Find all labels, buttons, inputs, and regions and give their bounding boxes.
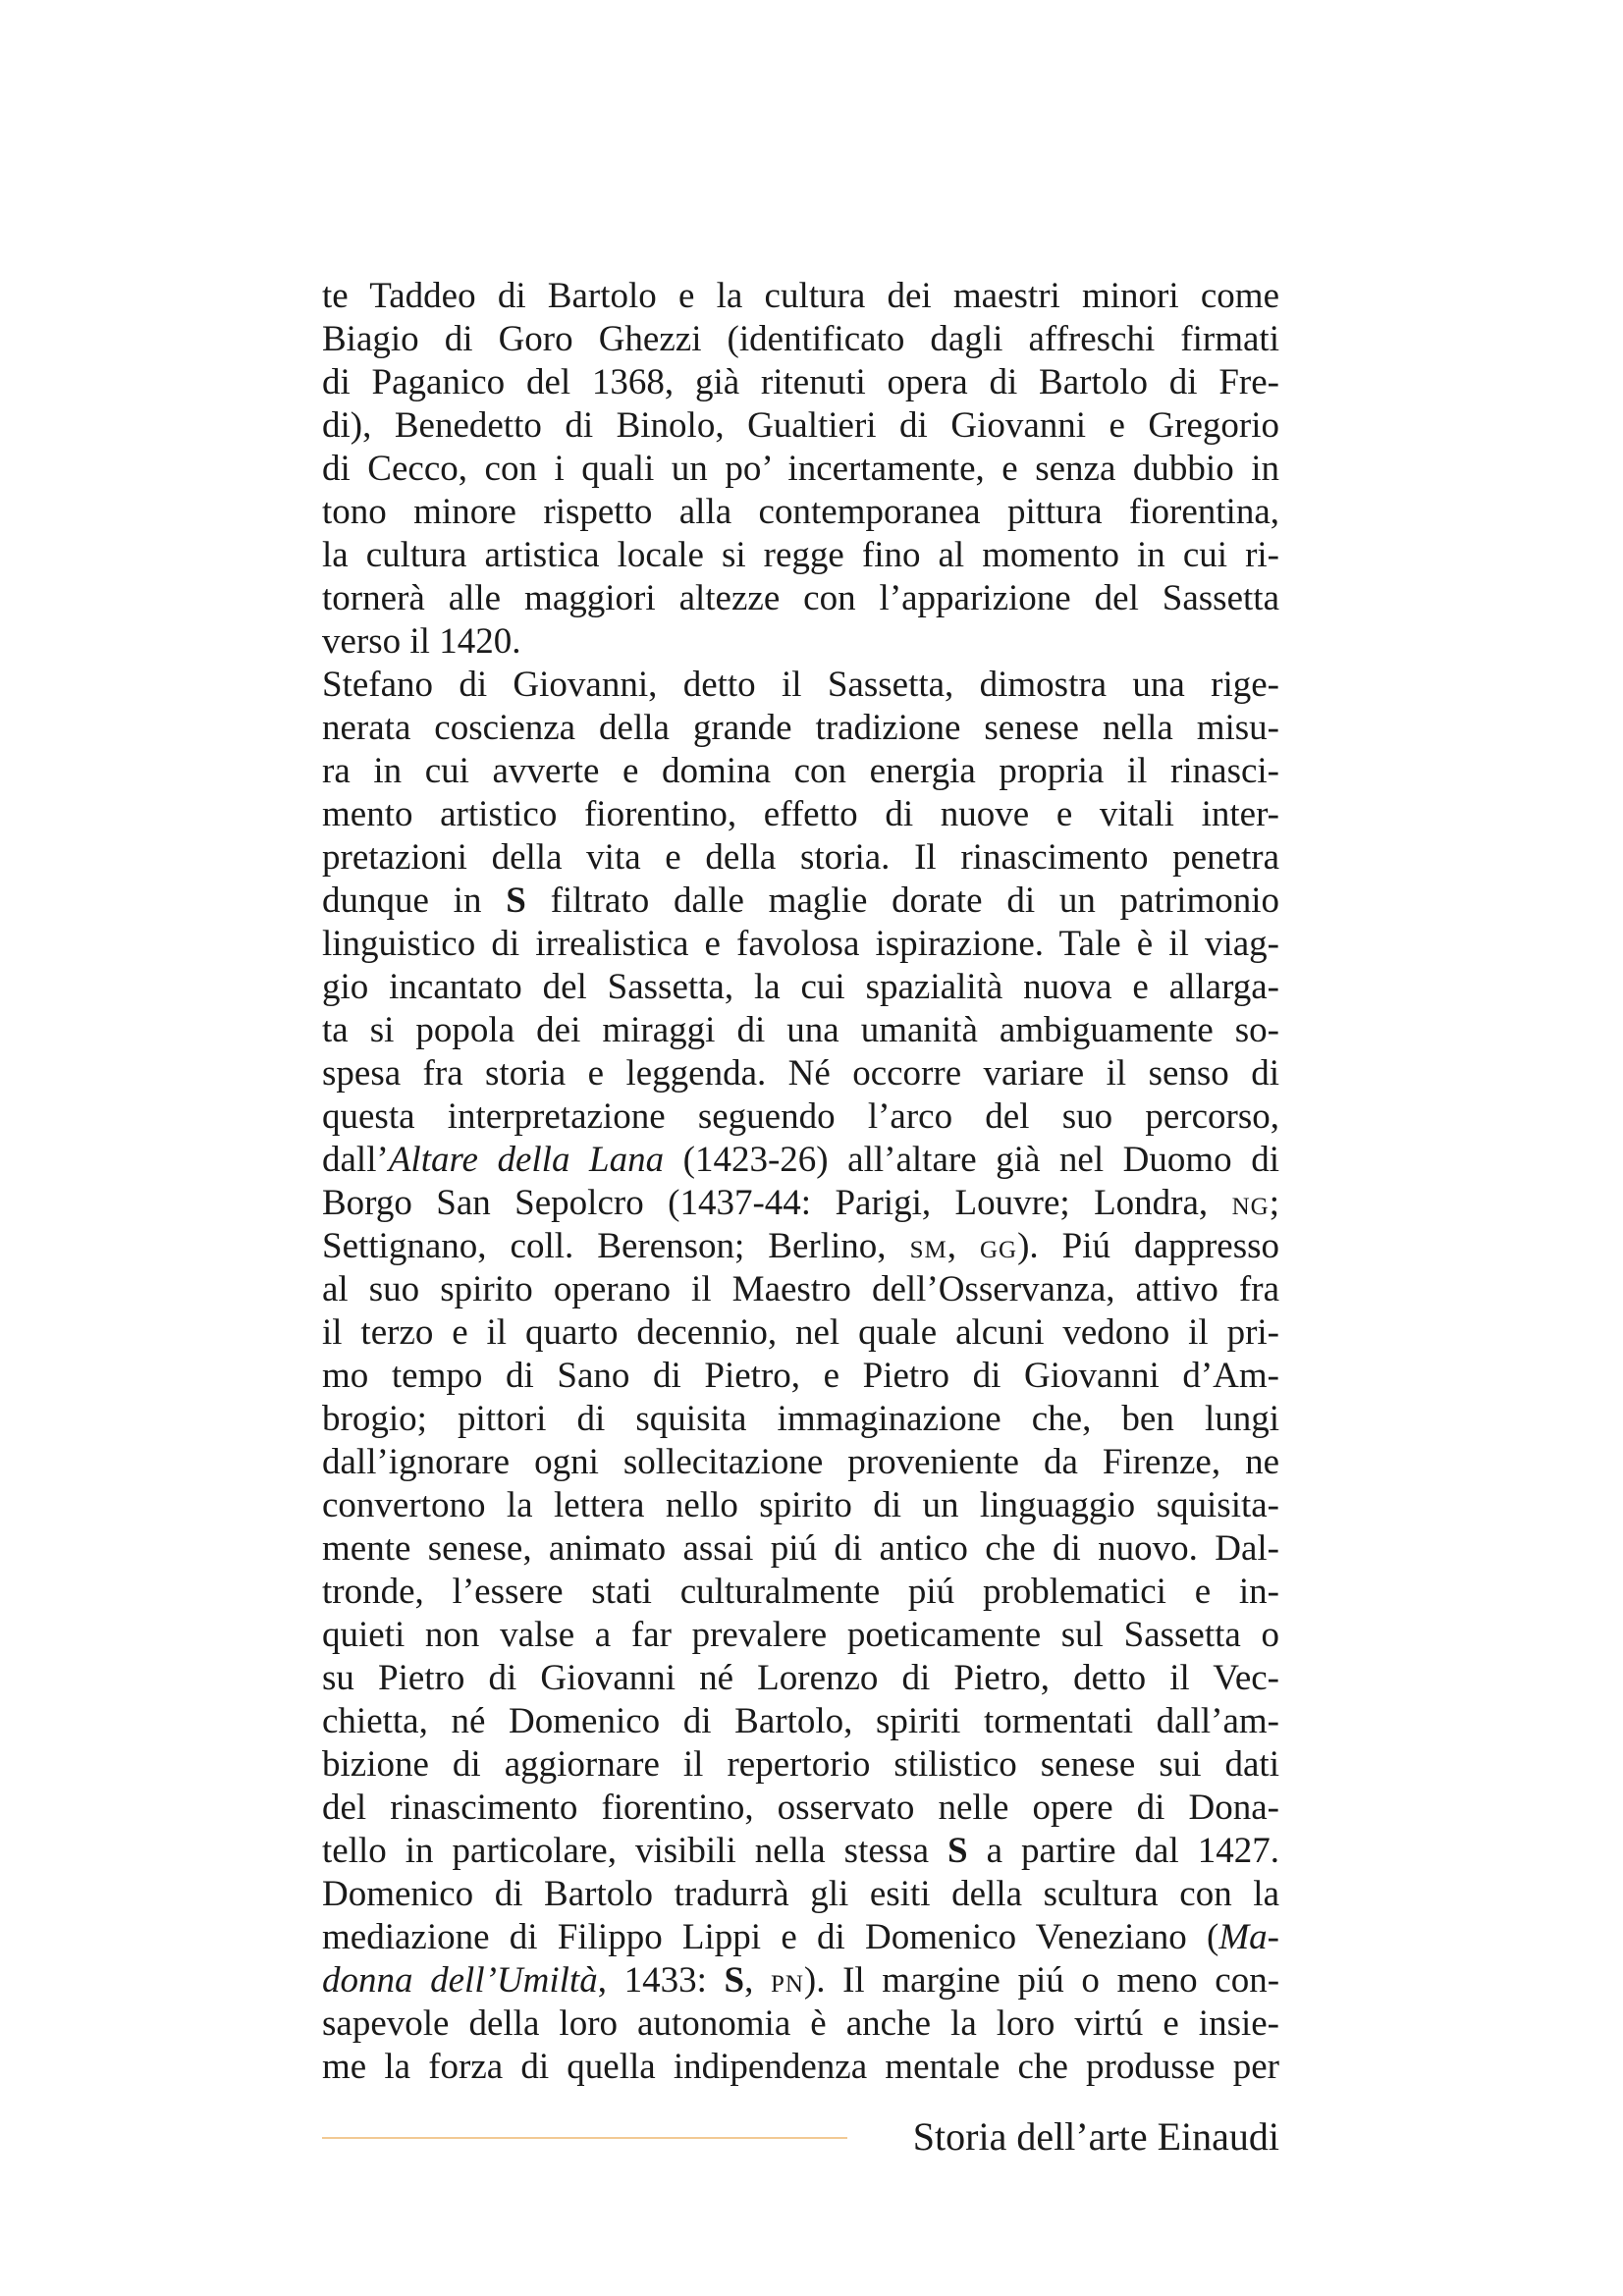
footer-rule [322, 2137, 847, 2139]
body-text [322, 275, 1279, 2089]
artwork-title: donna dell’Umiltà [322, 1960, 598, 2001]
text-line: Settignano, coll. Berenson; Berlino, SM, GG). Piú dappresso [322, 1226, 1279, 1266]
text-line: dunque in S filtrato dalle maglie dorate di un patrimonio [322, 881, 1280, 921]
text-line: gio incantato del Sassetta, la cui spazialità nuova e allarga- [322, 967, 1279, 1007]
text-line: quieti non valse a far prevalere poeticamente sul Sassetta o [322, 1615, 1279, 1655]
text-line: questa interpretazione seguendo l’arco del suo percorso, [322, 1096, 1279, 1137]
text-line: sapevole della loro autonomia è anche la loro virtú e insie- [322, 2003, 1279, 2044]
text-line: ta si popola dei miraggi di una umanità ambiguamente so- [322, 1010, 1279, 1050]
text-line: ra in cui avverte e domina con energia propria il rinasci- [322, 751, 1279, 791]
text-line: pretazioni della vita e della storia. Il rinascimento penetra [322, 837, 1279, 878]
museum-abbrev: PN [770, 1971, 804, 1998]
text-line: chietta, né Domenico di Bartolo, spiriti tormentati dall’am- [322, 1701, 1279, 1741]
text-line: su Pietro di Giovanni né Lorenzo di Pietro, detto il Vec- [322, 1658, 1279, 1698]
text-line: Borgo San Sepolcro (1437-44: Parigi, Louvre; Londra, NG; [322, 1183, 1280, 1223]
text-line: verso il 1420. [322, 621, 521, 662]
museum-abbrev: GG [979, 1237, 1018, 1263]
footer-title: Storia dell’arte Einaudi [912, 2114, 1279, 2159]
text-line: di), Benedetto di Binolo, Gualtieri di Giovanni e Gregorio [322, 405, 1279, 446]
text-line: al suo spirito operano il Maestro dell’Osservanza, attivo fra [322, 1269, 1279, 1309]
text-line: tornerà alle maggiori altezze con l’apparizione del Sassetta [322, 578, 1279, 618]
text-line: spesa fra storia e leggenda. Né occorre variare il senso di [322, 1053, 1279, 1094]
text-line: me la forza di quella indipendenza mentale che produsse per [322, 2047, 1279, 2087]
text-line: dall’ignorare ogni sollecitazione proveniente da Firenze, ne [322, 1442, 1279, 1482]
artwork-title: Ma- [1218, 1917, 1279, 1957]
text-line: te Taddeo di Bartolo e la cultura dei maestri minori come [322, 276, 1279, 316]
siena-abbrev: S [947, 1831, 968, 1871]
text-line: la cultura artistica locale si regge fino al momento in cui ri- [322, 535, 1279, 575]
text-line: donna dell’Umiltà, 1433: S, PN). Il margine piú o meno con- [322, 1960, 1280, 2001]
text-line: convertono la lettera nello spirito di un linguaggio squisita- [322, 1485, 1279, 1525]
text-line: brogio; pittori di squisita immaginazione che, ben lungi [322, 1399, 1279, 1439]
text-line: linguistico di irrealistica e favolosa ispirazione. Tale è il viag- [322, 924, 1279, 964]
text-line: Domenico di Bartolo tradurrà gli esiti della scultura con la [322, 1874, 1279, 1914]
text-line: del rinascimento fiorentino, osservato nelle opere di Dona- [322, 1788, 1279, 1828]
text-line: dall’Altare della Lana (1423-26) all’altare già nel Duomo di [322, 1140, 1280, 1180]
text-line: bizione di aggiornare il repertorio stilistico senese sui dati [322, 1744, 1279, 1785]
siena-abbrev: S [724, 1960, 745, 2001]
page-footer [322, 2112, 1279, 2162]
text-line: di Cecco, con i quali un po’ incertamente, e senza dubbio in [322, 449, 1279, 489]
museum-abbrev: SM [909, 1237, 947, 1263]
text-line: mo tempo di Sano di Pietro, e Pietro di Giovanni d’Am- [322, 1356, 1279, 1396]
artwork-title: Altare della Lana [388, 1140, 665, 1180]
text-line: Stefano di Giovanni, detto il Sassetta, dimostra una rige- [322, 665, 1279, 705]
text-line: mediazione di Filippo Lippi e di Domenico Veneziano (Ma- [322, 1917, 1279, 1957]
text-line: mento artistico fiorentino, effetto di nuove e vitali inter- [322, 794, 1279, 834]
text-line: il terzo e il quarto decennio, nel quale alcuni vedono il pri- [322, 1312, 1279, 1353]
museum-abbrev: NG [1231, 1194, 1270, 1220]
text-line: tono minore rispetto alla contemporanea pittura fiorentina, [322, 492, 1279, 532]
siena-abbrev: S [506, 881, 526, 921]
text-line: mente senese, animato assai piú di antico che di nuovo. Dal- [322, 1528, 1279, 1569]
text-line: nerata coscienza della grande tradizione senese nella misu- [322, 708, 1279, 748]
text-line: Biagio di Goro Ghezzi (identificato dagli affreschi firmati [322, 319, 1279, 359]
text-line: tronde, l’essere stati culturalmente piú problematici e in- [322, 1572, 1279, 1612]
text-line: di Paganico del 1368, già ritenuti opera di Bartolo di Fre- [322, 362, 1279, 402]
text-line: tello in particolare, visibili nella stessa S a partire dal 1427. [322, 1831, 1279, 1871]
